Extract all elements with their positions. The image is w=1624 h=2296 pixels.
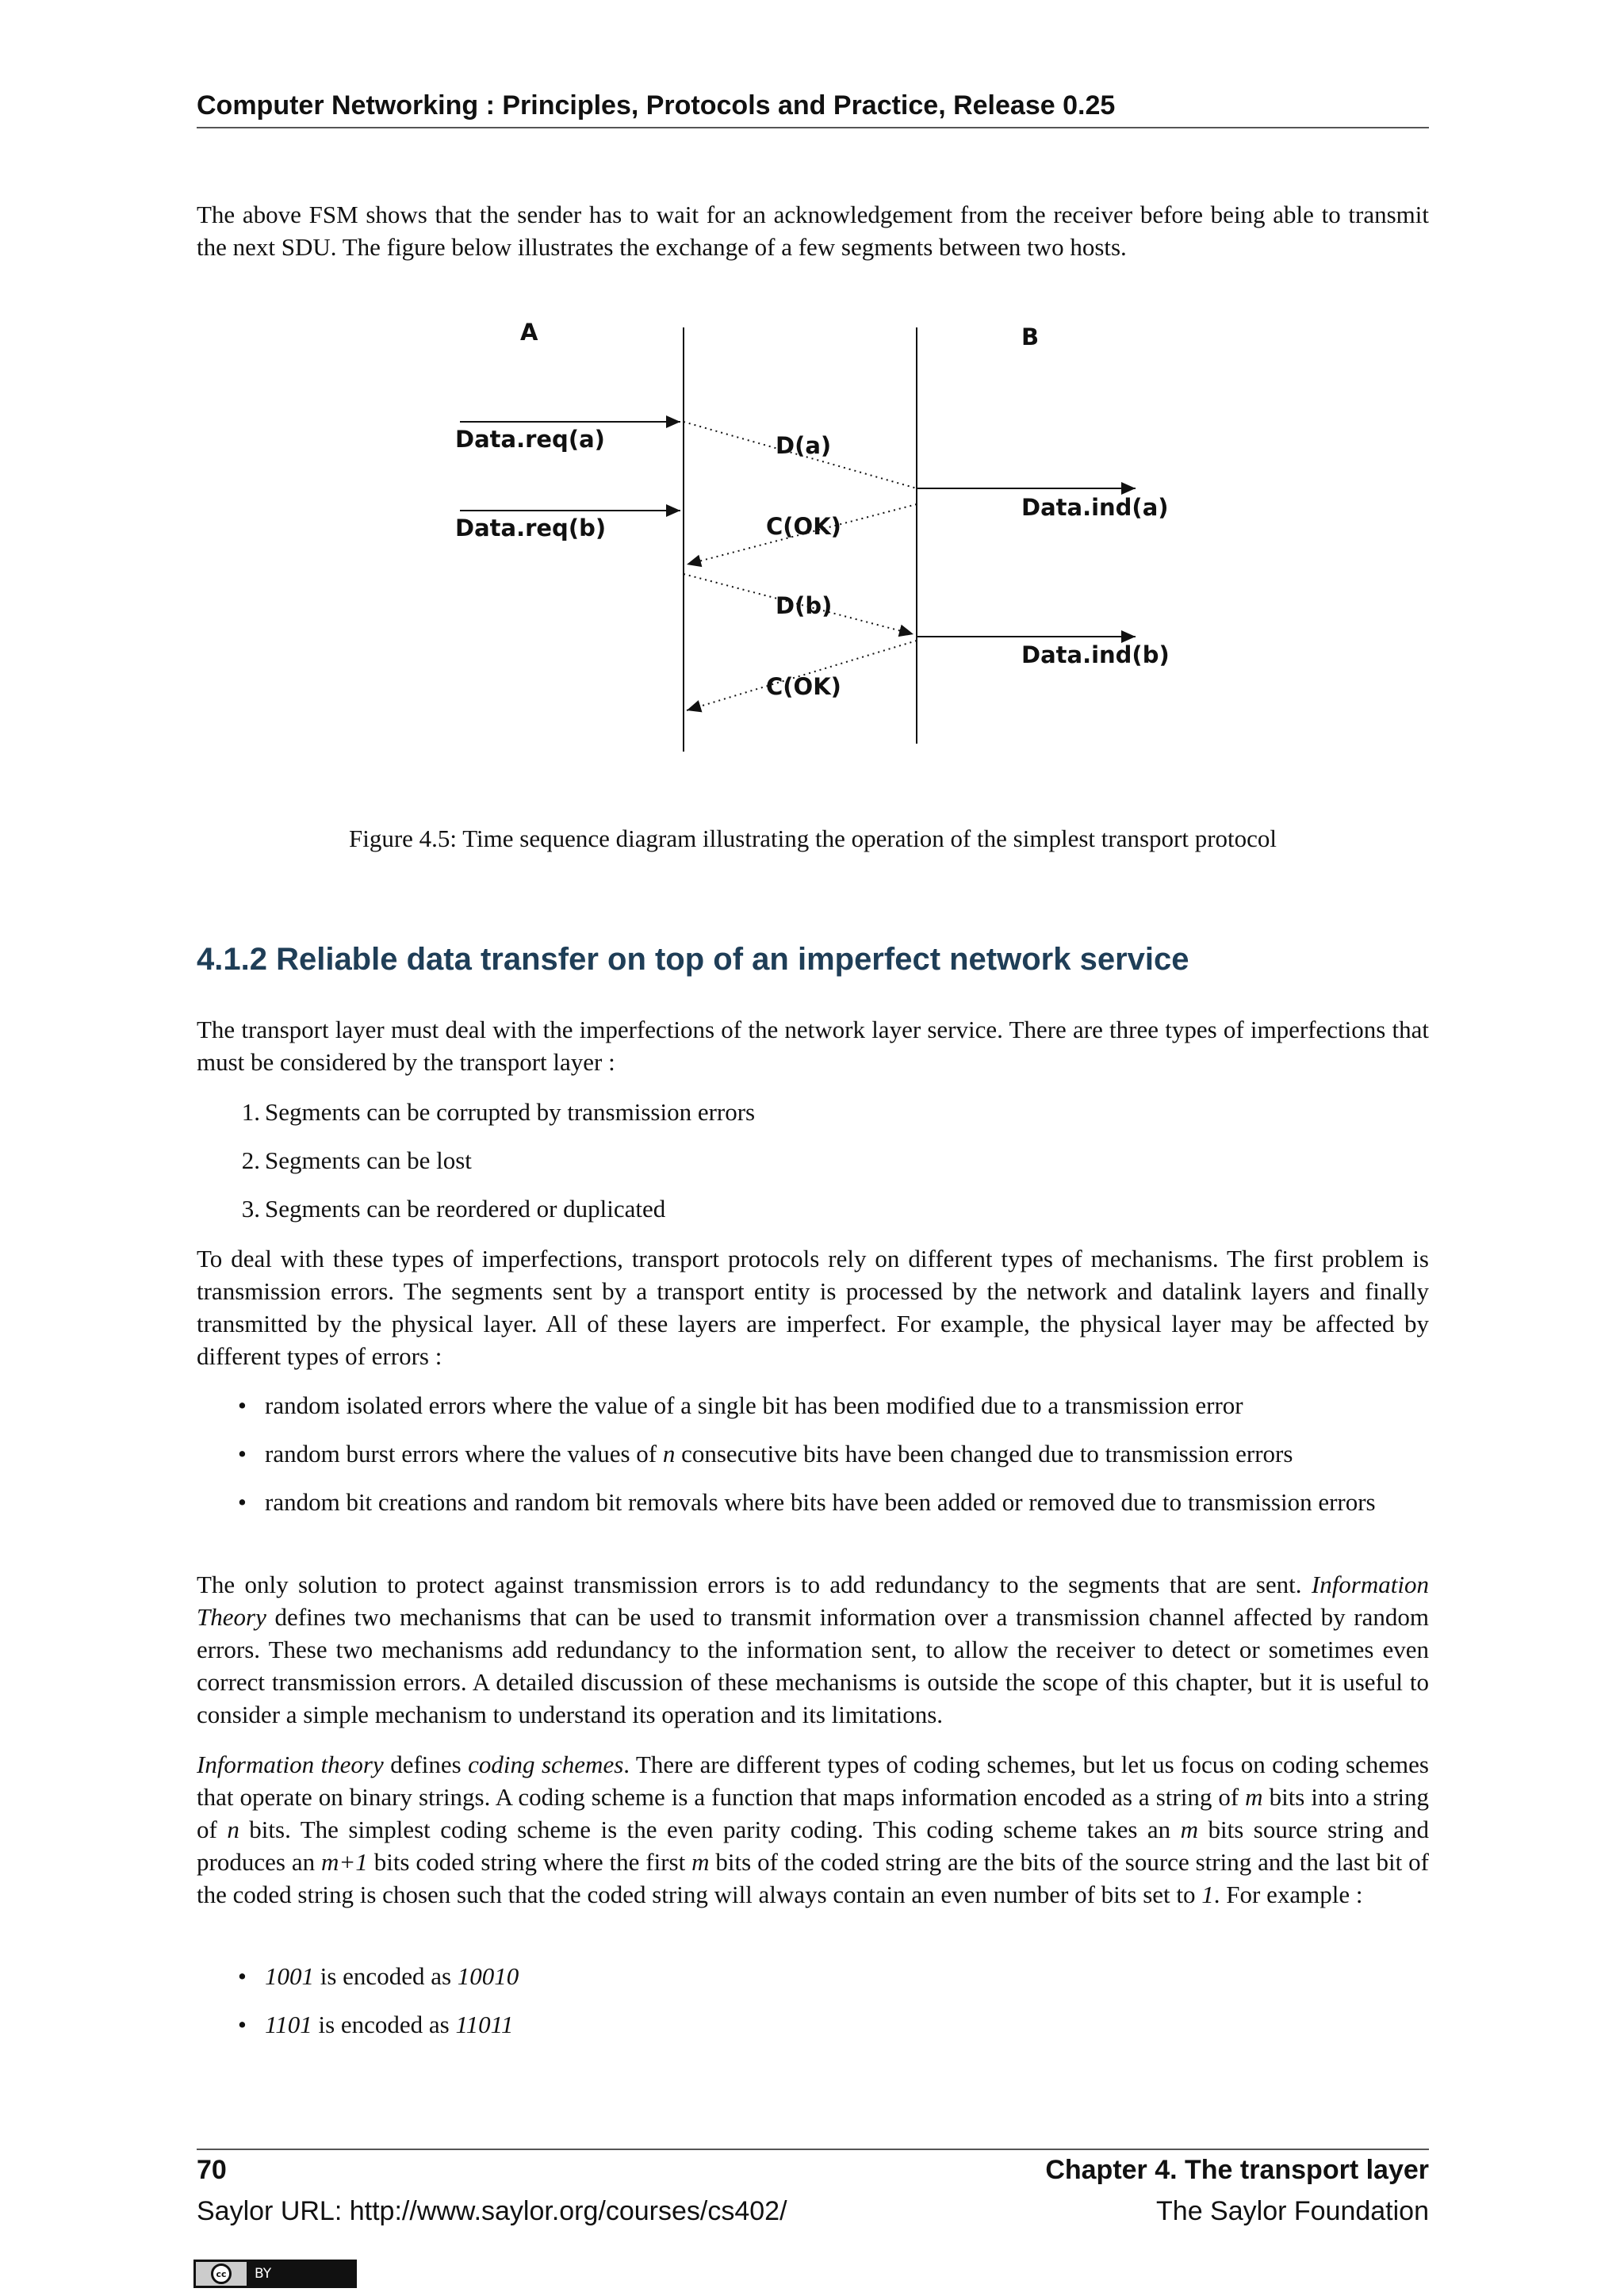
- c-ok-1-label: C(OK): [766, 513, 841, 540]
- list-item: [197, 1096, 1429, 1128]
- list-item: [197, 1437, 1429, 1470]
- list-text: 1101 is encoded as 11011: [265, 2011, 514, 2038]
- time-sequence-diagram: [0, 0, 1624, 793]
- list-number: 1.: [241, 1098, 260, 1126]
- list-item: [197, 1960, 1429, 1992]
- c-ok-2-label: C(OK): [766, 673, 841, 700]
- bullet-dot: •: [238, 1391, 247, 1419]
- data-req-a-label: Data.req(a): [455, 426, 605, 453]
- list-item: [197, 2008, 1429, 2041]
- list-text: random isolated errors where the value of a single bit has been modified due to a transmission error: [265, 1391, 1243, 1419]
- list-text: 1001 is encoded as 10010: [265, 1962, 519, 1990]
- list-number: 2.: [241, 1146, 260, 1174]
- data-ind-b-label: Data.ind(b): [1021, 641, 1170, 668]
- list-text: Segments can be lost: [265, 1146, 472, 1174]
- list-text: random bit creations and random bit removals where bits have been added or removed due to transmission errors: [265, 1488, 1376, 1516]
- footer-rule: [197, 2149, 1429, 2150]
- foundation-name: The Saylor Foundation: [1156, 2196, 1429, 2226]
- figure-caption: Figure 4.5: Time sequence diagram illustrating the operation of the simplest transport protocol: [348, 825, 1277, 852]
- host-a-label: A: [520, 319, 538, 346]
- d-a-label: D(a): [776, 432, 832, 459]
- cc-icon: cc: [196, 2262, 247, 2286]
- list-item: [197, 1192, 1429, 1225]
- data-req-b-label: Data.req(b): [455, 515, 607, 541]
- list-text: random burst errors where the values of n consecutive bits have been changed due to transmission errors: [265, 1440, 1293, 1468]
- saylor-url[interactable]: Saylor URL: http://www.saylor.org/courses/cs402/: [197, 2196, 787, 2226]
- chapter-title: Chapter 4. The transport layer: [1045, 2155, 1429, 2185]
- bullet-dot: •: [238, 1962, 247, 1990]
- cc-by-license-badge[interactable]: [193, 2260, 357, 2288]
- paragraph-mechanisms: To deal with these types of imperfections, transport protocols rely on different types of mechanisms. The first problem is transmission errors. The segments sent by a transport entity is processed by the network and datalink layers and finally transmitted by the physical layer. All of these layers are imperfect. For example, the physical layer may be affected by different types of errors :: [197, 1245, 1429, 1370]
- list-text: Segments can be reordered or duplicated: [265, 1195, 666, 1223]
- bullet-dot: •: [238, 1488, 247, 1516]
- list-item: [197, 1144, 1429, 1177]
- running-header: Computer Networking : Principles, Protocols and Practice, Release 0.25: [197, 90, 1116, 121]
- intro-paragraph: The above FSM shows that the sender has to wait for an acknowledgement from the receiver before being able to transmit the next SDU. The figure below illustrates the exchange of a few segments between two hosts.: [197, 201, 1429, 261]
- data-ind-a-label: Data.ind(a): [1021, 494, 1169, 521]
- bullet-dot: •: [238, 1440, 247, 1468]
- list-text: Segments can be corrupted by transmission errors: [265, 1098, 756, 1126]
- host-b-label: B: [1021, 323, 1040, 350]
- list-number: 3.: [241, 1195, 260, 1223]
- paragraph-imperfections: The transport layer must deal with the imperfections of the network layer service. There are three types of imperfections that must be considered by the transport layer :: [197, 1016, 1429, 1076]
- list-item: [197, 1486, 1429, 1518]
- section-title: 4.1.2 Reliable data transfer on top of an imperfect network service: [197, 942, 1189, 977]
- paragraph-coding-schemes: Information theory defines coding schemes. There are different types of coding schemes, but let us focus on coding schemes that operate on binary strings. A coding scheme is a function that maps information encoded as a string of m bits into a string of n bits. The simplest coding scheme is the even parity coding. This coding scheme takes an m bits source string and produces an m+1 bits coded string where the first m bits of the coded string are the bits of the source string and the last bit of the coded string is chosen such that the coded string will always contain an even number of bits set to 1. For example :: [197, 1751, 1430, 1908]
- bullet-dot: •: [238, 2011, 247, 2038]
- page-number: 70: [197, 2155, 227, 2185]
- d-b-label: D(b): [776, 592, 833, 619]
- paragraph-redundancy: The only solution to protect against transmission errors is to add redundancy to the segments that are sent. Information Theory defines two mechanisms that can be used to transmit information over a transmission channel affected by random errors. These two mechanisms add redundancy to the information sent, to allow the receiver to detect or sometimes even correct transmission errors. A detailed discussion of these mechanisms is outside the scope of this chapter, but it is useful to consider a simple mechanism to understand its operation and its limitations.: [197, 1571, 1429, 1728]
- license-by-label: BY: [255, 2266, 272, 2282]
- list-item: [197, 1389, 1429, 1422]
